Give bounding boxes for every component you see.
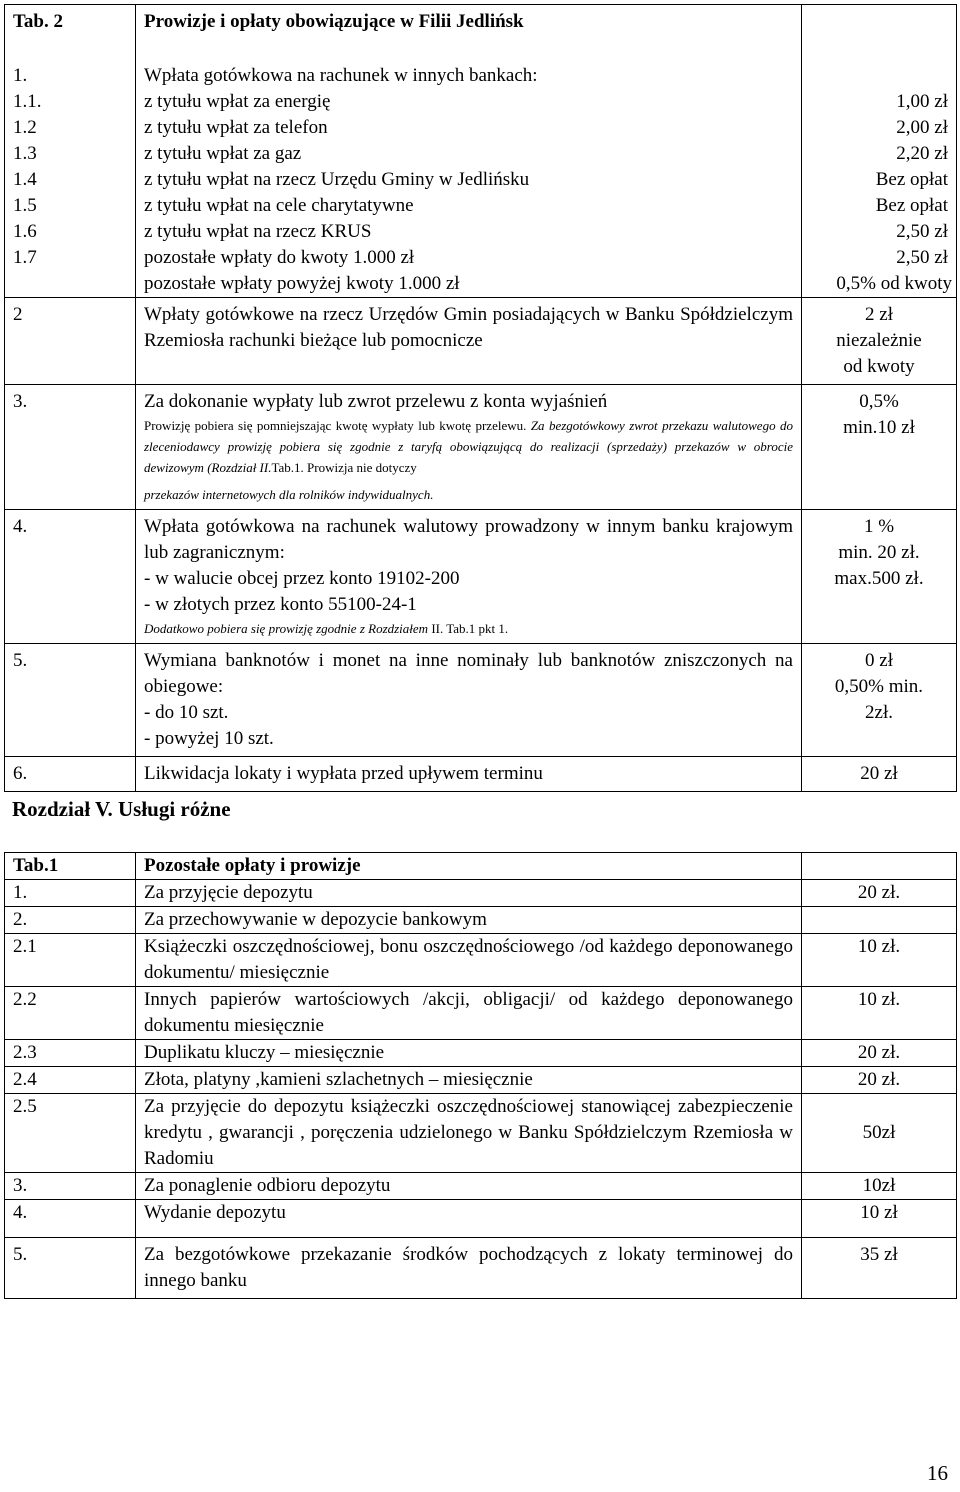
row-desc: Książeczki oszczędnościowej, bonu oszczędnościowego /od każdego deponowanego dokumentu/ miesięcznie bbox=[136, 934, 802, 987]
row-num: 2.4 bbox=[5, 1067, 136, 1094]
row-num: 1.6 bbox=[5, 219, 136, 245]
row-num: 2.1 bbox=[5, 934, 136, 987]
row-num bbox=[5, 271, 136, 298]
row-desc: Wymiana banknotów i monet na inne nominały lub banknotów zniszczonych na obiegowe: - do 10 szt. - powyżej 10 szt. bbox=[136, 643, 802, 756]
row-num: 4. bbox=[5, 509, 136, 643]
row-num: 1.5 bbox=[5, 193, 136, 219]
row-num: 1. bbox=[5, 63, 136, 89]
row-num: 1.4 bbox=[5, 167, 136, 193]
row-num: 3. bbox=[5, 384, 136, 509]
row-desc: Za przyjęcie depozytu bbox=[136, 880, 802, 907]
row-fee bbox=[802, 907, 957, 934]
row-fee: 0 zł 0,50% min. 2zł. bbox=[802, 643, 957, 756]
row-fee: 1 % min. 20 zł. max.500 zł. bbox=[802, 509, 957, 643]
row-num: 5. bbox=[5, 1238, 136, 1299]
row-desc: z tytułu wpłat za energię bbox=[136, 89, 802, 115]
row-fee: 10zł bbox=[802, 1173, 957, 1200]
row-fee: 2 zł niezależnie od kwoty bbox=[802, 297, 957, 384]
table-label: Tab. 2 bbox=[5, 5, 136, 63]
row-fee: 0,5% min.10 zł bbox=[802, 384, 957, 509]
row-desc: Za przechowywanie w depozycie bankowym bbox=[136, 907, 802, 934]
row-num: 2 bbox=[5, 297, 136, 384]
row-num: 1.7 bbox=[5, 245, 136, 271]
row-fee: 2,50 zł bbox=[802, 245, 957, 271]
row-num: 1.3 bbox=[5, 141, 136, 167]
row-num: 2.3 bbox=[5, 1040, 136, 1067]
row-desc: Duplikatu kluczy – miesięcznie bbox=[136, 1040, 802, 1067]
row-desc: Innych papierów wartościowych /akcji, obligacji/ od każdego deponowanego dokumentu miesięcznie bbox=[136, 987, 802, 1040]
row-num: 1. bbox=[5, 880, 136, 907]
row-fee: 2,00 zł bbox=[802, 115, 957, 141]
row-fee: 10 zł. bbox=[802, 934, 957, 987]
row-fee: Bez opłat bbox=[802, 193, 957, 219]
row-desc: Likwidacja lokaty i wypłata przed upływem terminu bbox=[136, 756, 802, 791]
row-desc: Wpłaty gotówkowe na rzecz Urzędów Gmin posiadających w Banku Spółdzielczym Rzemiosła rachunki bieżące lub pomocnicze bbox=[136, 297, 802, 384]
other-fees-table bbox=[4, 852, 957, 1299]
row-note: Prowizję pobiera się pomniejszając kwotę wypłaty lub kwotę przelewu. Za bezgotówkowy zwrot przekazu walutowego do zleceniodawcy prowizję pobiera się zgodnie z taryfą obowiązującą do realizacji (sprzedaży) przekazów w obrocie dewizowym (Rozdział II.Tab.1. Prowizja nie dotyczy bbox=[144, 417, 793, 475]
row-num: 1.1. bbox=[5, 89, 136, 115]
row-desc: z tytułu wpłat na rzecz Urzędu Gminy w Jedlińsku bbox=[136, 167, 802, 193]
row-desc: z tytułu wpłat za gaz bbox=[136, 141, 802, 167]
row-fee: 10 zł bbox=[802, 1200, 957, 1238]
row-fee: 35 zł bbox=[802, 1238, 957, 1299]
table-title: Pozostałe opłaty i prowizje bbox=[136, 853, 802, 880]
row-num: 2. bbox=[5, 907, 136, 934]
row-desc: z tytułu wpłat na rzecz KRUS bbox=[136, 219, 802, 245]
row-num: 6. bbox=[5, 756, 136, 791]
row-desc: Wpłata gotówkowa na rachunek w innych bankach: bbox=[136, 63, 802, 89]
row-fee: 20 zł. bbox=[802, 1067, 957, 1094]
row-num: 5. bbox=[5, 643, 136, 756]
row-desc: pozostałe wpłaty do kwoty 1.000 zł bbox=[136, 245, 802, 271]
row-desc: Za ponaglenie odbioru depozytu bbox=[136, 1173, 802, 1200]
row-fee: 20 zł bbox=[802, 756, 957, 791]
row-fee: 0,5% od kwoty bbox=[802, 271, 957, 298]
row-desc: Złota, platyny ,kamieni szlachetnych – miesięcznie bbox=[136, 1067, 802, 1094]
row-num: 4. bbox=[5, 1200, 136, 1238]
row-num: 2.2 bbox=[5, 987, 136, 1040]
row-fee: 2,20 zł bbox=[802, 141, 957, 167]
row-fee: 2,50 zł bbox=[802, 219, 957, 245]
row-num: 2.5 bbox=[5, 1094, 136, 1173]
row-fee: 10 zł. bbox=[802, 987, 957, 1040]
row-fee: 20 zł. bbox=[802, 880, 957, 907]
row-fee: 20 zł. bbox=[802, 1040, 957, 1067]
row-fee: 1,00 zł bbox=[802, 89, 957, 115]
row-desc: z tytułu wpłat za telefon bbox=[136, 115, 802, 141]
row-num: 3. bbox=[5, 1173, 136, 1200]
row-fee: 50zł bbox=[802, 1094, 957, 1173]
page-number: 16 bbox=[927, 1461, 948, 1485]
row-desc: Wydanie depozytu bbox=[136, 1200, 802, 1238]
row-desc: Wpłata gotówkowa na rachunek walutowy prowadzony w innym banku krajowym lub zagranicznym: - w walucie obcej przez konto 19102-200 - w złotych przez konto 55100-24-1 Dodatkowo pobiera się prowizję zgodnie z Rozdziałem II. Tab.1 pkt 1. bbox=[136, 509, 802, 643]
row-fee: Bez opłat bbox=[802, 167, 957, 193]
row-desc: Za przyjęcie do depozytu książeczki oszczędnościowej stanowiącej zabezpieczenie kredytu , gwarancji , poręczenia udzielonego w Banku Spółdzielczym Rzemiosła w Radomiu bbox=[136, 1094, 802, 1173]
table-title: Prowizje i opłaty obowiązujące w Filii Jedlińsk bbox=[136, 5, 802, 63]
row-desc: pozostałe wpłaty powyżej kwoty 1.000 zł bbox=[136, 271, 802, 298]
fees-table-jedlinsk bbox=[4, 4, 957, 792]
table-label: Tab.1 bbox=[5, 853, 136, 880]
row-desc: Za dokonanie wypłaty lub zwrot przelewu z konta wyjaśnień Prowizję pobiera się pomniejszając kwotę wypłaty lub kwotę przelewu. Za bezgotówkowy zwrot przekazu walutowego do zleceniodawcy prowizję pobiera się zgodnie z taryfą obowiązującą do realizacji (sprzedaży) przekazów w obrocie dewizowym (Rozdział II.Tab.1. Prowizja nie dotyczy przekazów internetowych dla rolników indywidualnych. bbox=[136, 384, 802, 509]
row-note: Dodatkowo pobiera się prowizję zgodnie z Rozdziałem II. Tab.1 pkt 1. bbox=[144, 620, 509, 636]
row-desc: Za bezgotówkowe przekazanie środków pochodzących z lokaty terminowej do innego banku bbox=[136, 1238, 802, 1299]
row-num: 1.2 bbox=[5, 115, 136, 141]
row-desc: z tytułu wpłat na cele charytatywne bbox=[136, 193, 802, 219]
section-title: Rozdział V. Usługi różne bbox=[12, 797, 231, 821]
